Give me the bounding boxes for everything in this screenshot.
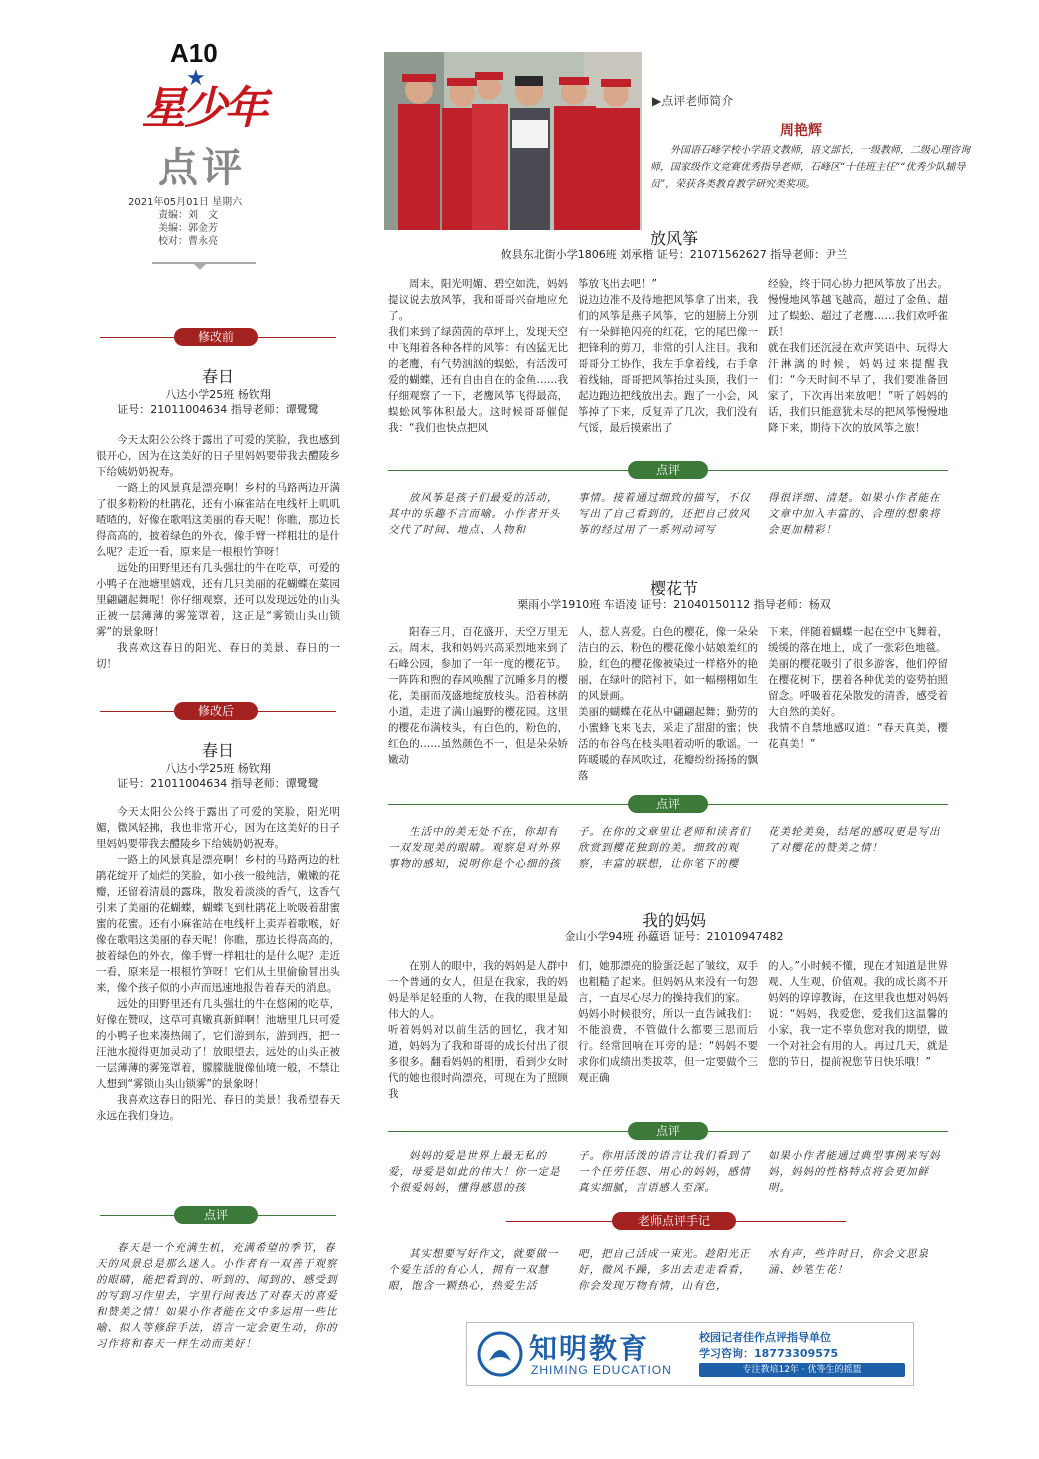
after-cert: 证号：21011004634 指导老师：谭鹭鹭 (117, 777, 319, 790)
mother-comment-2: 子。你用活泼的语言让我们看到了一个任劳任怨、用心的妈妈，感情真实细腻，言语感人至深。 (578, 1150, 751, 1194)
paragraph: 一路上的风景真是漂亮啊！乡村的马路两边的杜鹃花绽开了灿烂的笑脸，如小孩一般纯洁，嫩嫩的花瓣，还留着清晨的露珠，散发着淡淡的香气，这香气引来了美丽的花蝴蝶，蝴蝶飞到杜鹃花上吮吸着甜蜜蜜的花蜜。还有小麻雀站在电线杆上卖弄着歌喉，好像在歌唱这美丽的春天呢！你瞧，那边长得高高的，披着绿色的外衣，像手臂一样粗壮的是什么呢？走近一看，原来是一根根竹笋呀！它们从土里偷偷冒出头来，像个孩子似的小声而迅速地报告着春天的消息。 (96, 854, 340, 994)
kite-comment-label: 点评 (628, 461, 708, 479)
before-school: 八达小学25班 杨钦翔 (165, 388, 271, 401)
photo-illustration (384, 52, 642, 230)
kite-comment-3: 得很详细、清楚。如果小作者能在文章中加入丰富的、合理的想象将会更加精彩！ (768, 492, 941, 536)
brand-name: 知明教育 (529, 1332, 650, 1365)
masthead-logo: 星少年 (142, 84, 265, 133)
before-body (96, 432, 340, 672)
notes-col-2: 吧，把自己活成一束光。趁阳光正好，微风不躁，多出去走走看看，你会发现万物有情，山有色， (578, 1248, 751, 1292)
photo (384, 52, 642, 230)
notes-col-1: 其实想要写好作文，就要做一个爱生活的有心人，拥有一双慧眼，饱含一颗热心，热爱生活 (388, 1248, 559, 1292)
paragraph: 我喜欢这春日的阳光、春日的美景！我希望春天永远在我们身边。 (96, 1094, 340, 1122)
cherry-byline: 栗雨小学1910班 车语凌 证号：21040150112 指导老师：杨双 (517, 598, 831, 611)
cherry-col-3: 下来，伴随着蝴蝶一起在空中飞舞着，缓缓的落在地上，成了一张彩色地毯。 美丽的樱花吸引了很多游客，他们停留在樱花树下，摆着各种优美的姿势拍照留念。呼吸着花朵散发的清香，感受着大自然的美好。 我情不自禁地感叹道：“春天真美，樱花真美！” (768, 626, 948, 750)
notes-label: 老师点评手记 (612, 1212, 736, 1230)
left-comment-label: 点评 (174, 1206, 258, 1224)
proofreader: 校对：曹永亮 (158, 236, 218, 247)
paragraph: 一路上的风景真是漂亮啊！乡村的马路两边开满了很多粉粉的杜鹃花，还有小麻雀站在电线杆上叽叽喳喳的，好像在歌唱这美丽的春天呢！你瞧，那边长得高高的，披着绿色的外衣，像手臂一样粗壮的是什么呢？走近一看，原来是一根根竹笋呀！ (96, 482, 340, 558)
mother-title: 我的妈妈 (641, 911, 706, 930)
after-label: 修改后 (174, 702, 258, 720)
mother-comment-label: 点评 (628, 1122, 708, 1140)
kite-comment-2: 事情。接着通过细致的描写，不仅写出了自己看到的，还把自己放风筝的经过用了一系列动词写 (578, 492, 751, 536)
cherry-comment-3: 花美轮美奂，结尾的感叹更是写出了对樱花的赞美之情！ (768, 826, 941, 854)
kite-col-1: 周末，阳光明媚、碧空如洗，妈妈提议说去放风筝，我和哥哥兴奋地应允了。 我们来到了绿茵茵的草坪上，发现天空中飞翔着各种各样的风筝：有凶猛无比的老鹰，有气势汹汹的蜈蚣，有活泼可爱的蝴蝶，还有自由自在的金鱼……我仔细观察了一下，老鹰风筝飞得最高，蜈蚣风筝体积最大。这时候哥哥催促我：“我们也快点把风 (388, 278, 568, 434)
cherry-comment-1: 生活中的美无处不在，你却有一双发现美的眼睛。观察是对外界事物的感知，说明你是个心细的孩 (388, 826, 561, 870)
left-comment: 春天是一个充满生机，充满希望的季节，春天的风景总是那么迷人。小作者有一双善于观察的眼睛，能把看到的、听到的、闻到的、感受到的写到习作里去，字里行间表达了对春天的喜爱和赞美之情！如果小作者能在文中多运用一些比喻、拟人等修辞手法，语言一定会更生动，你的习作将和春天一样生动而美好！ (96, 1242, 338, 1350)
designer: 美编：郭金芳 (158, 223, 218, 234)
brand-logo-icon (477, 1331, 523, 1377)
paragraph: 今天太阳公公终于露出了可爱的笑脸，我也感到很开心，因为在这美好的日子里妈妈要带我去醴陵乡下给姨奶奶祝寿。 (96, 434, 340, 478)
teacher-bio: 外国语石峰学校小学语文教师，语文部长，一级教师，二级心理咨询师，国家级作文竞赛优秀指导老师，石峰区“十佳班主任”“优秀少队辅导员”，荣获各类教育教学研究类奖项。 (650, 145, 970, 190)
teacher-name: 周艳辉 (780, 123, 822, 139)
after-title: 春日 (201, 741, 234, 760)
kite-title: 放风筝 (649, 229, 698, 248)
notes-col-3: 水有声，些许时日，你会文思泉涌、妙笔生花！ (768, 1248, 929, 1276)
kite-col-3: 经验，终于同心协力把风筝放了出去。慢慢地风筝越飞越高，超过了金鱼、超过了蜈蚣、超过了老鹰……我们欢呼雀跃！ 就在我们还沉浸在欢声笑语中、玩得大汗淋漓的时候，妈妈过来提醒我们：“今天时间不早了，我们要准备回家了，下次再出来放吧！”听了妈妈的话，我们只能意犹未尽的把风筝慢慢地降下来，期待下次的放风筝之旅！ (768, 278, 948, 434)
teacher-intro-heading: ▶点评老师简介 (652, 94, 734, 108)
page-number: A10 (170, 38, 218, 68)
paragraph: 远处的田野里还有几头强壮的牛在悠闲的吃草，好像在赞叹，这草可真嫩真新鲜啊！池塘里几只可爱的小鸭子也来凑热闹了，它们游到东，游到西，把一汪池水搅得更加灵动了！放眼望去，远处的山头正被一层薄薄的雾笼罩着，朦朦胧胧像仙境一般，不禁让人想到“雾锁山头山锁雾”的景象呀！ (96, 998, 340, 1090)
section-name: 点评 (158, 145, 246, 191)
before-label: 修改前 (174, 328, 258, 346)
brand-english: ZHIMING EDUCATION (531, 1363, 672, 1377)
mother-comment-1: 妈妈的爱是世界上最无私的爱，母爱是如此的伟大！你一定是个很爱妈妈，懂得感恩的孩 (388, 1150, 561, 1194)
editor: 责编：刘 文 (158, 210, 218, 221)
ad-phone: 学习咨询：18773309575 (699, 1347, 839, 1360)
mother-comment-3: 如果小作者能通过典型事例来写妈妈，妈妈的性格特点将会更加鲜明。 (768, 1150, 941, 1194)
issue-date: 2021年05月01日 星期六 (128, 197, 243, 208)
masthead-pointer (192, 262, 208, 270)
ad-banner (466, 1322, 914, 1386)
star-icon: ★ (186, 66, 206, 91)
after-school: 八达小学25班 杨钦翔 (165, 762, 271, 775)
mother-col-3: 的人。”小时候不懂，现在才知道是世界观、人生观、价值观。我的成长离不开妈妈的谆谆教诲，在这里我也想对妈妈说：“妈妈，我爱您，爱我们这温馨的小家，我一定不辜负您对我的期望，做一个对社会有用的人。再过几天，就是您的节日，提前祝您节日快乐哦！” (768, 960, 948, 1068)
cherry-comment-label: 点评 (628, 795, 708, 813)
after-body (96, 804, 340, 1124)
cherry-comment-2: 子。在你的文章里让老师和读者们欣赏到樱花独到的美。细致的观察，丰富的联想，让你笔下的樱 (578, 826, 751, 870)
before-title: 春日 (201, 367, 234, 386)
mother-col-2: 们，她那漂亮的脸蛋泛起了皱纹，双手也粗糙了起来。但妈妈从来没有一句怨言，一直尽心尽力的操持我们的家。 妈妈小时候很穷，所以一直告诫我们：不能浪费，不管做什么都要三思而后行。经常回响在耳旁的是：“妈妈不要求你们成绩出类拔萃，但一定要做个三观正确 (578, 960, 758, 1084)
kite-byline: 攸县东北街小学1806班 刘承楷 证号：21071562627 指导老师：尹兰 (500, 248, 848, 261)
cherry-col-2: 人，惹人喜爱。白色的樱花，像一朵朵洁白的云，粉色的樱花像小姑娘羞红的脸，红色的樱花像被染过一样格外的艳丽，在绿叶的陪衬下，如一幅栩栩如生的风景画。 美丽的蝴蝶在花丛中翩翩起舞；勤劳的小蜜蜂飞来飞去，采走了甜甜的蜜；快活的布谷鸟在枝头唱着动听的歌谣。一阵暖暖的春风吹过，花瓣纷纷扬扬的飘落 (578, 626, 758, 782)
kite-col-2: 筝放飞出去吧！” 说边边准不及待地把风筝拿了出来，我们的风筝是燕子风筝，它的翅膀上分别有一朵鲜艳闪亮的红花，它的尾巴像一把锋利的剪刀，非常的引人注目。我和哥哥分工协作，我左手拿着线，右手拿着线轴，哥哥把风筝抬过头顶，我们一起边跑边把线放出去。跑了一小会，风筝掉了下来，反复弄了几次，我们没有气馁，最后摸索出了 (578, 278, 758, 434)
mother-byline: 金山小学94班 孙藴语 证号：21010947482 (564, 930, 784, 943)
paragraph: 远处的田野里还有几头强壮的牛在吃草，可爱的小鸭子在池塘里嬉戏，还有几只美丽的花蝴蝶在菜园里翩翩起舞呢！你仔细观察，还可以发现远处的山头正被一层薄薄的雾笼罩着，这正是“雾锁山头山锁雾”的景象呀！ (96, 562, 340, 638)
paragraph: 我喜欢这春日的阳光、春日的美景、春日的一切！ (96, 642, 340, 670)
mother-col-1: 在别人的眼中，我的妈妈是人群中一个普通的女人，但是在我家，我的妈妈是举足轻重的人物，在我的眼里是最伟大的人。 听着妈妈对以前生活的回忆，我才知道，妈妈为了我和哥哥的成长付出了很多很多。翻看妈妈的相册，看到少女时代的她也很时尚漂亮，可现在为了照顾我 (388, 960, 568, 1100)
cherry-col-1: 阳春三月，百花盛开，天空万里无云。周末，我和妈妈兴高采烈地来到了石峰公园，参加了一年一度的樱花节。 一阵阵和煦的春风唤醒了沉睡多月的樱花，美丽而茂盛地绽放枝头。沿着林荫小道，走进了满山遍野的樱花园。这里的樱花布满枝头，有白色的，粉色的，红色的……虽然颜色不一，但是朵朵娇嫩动 (388, 626, 568, 766)
before-cert: 证号：21011004634 指导老师：谭鹭鹭 (117, 403, 319, 416)
cherry-title: 樱花节 (649, 579, 698, 598)
paragraph: 今天太阳公公终于露出了可爱的笑脸，阳光明媚，微风轻拂，我也非常开心，因为在这美好的日子里妈妈要带我去醴陵乡下给姨奶奶祝寿。 (96, 806, 340, 850)
masthead-meta (128, 196, 278, 248)
kite-comment-1: 放风筝是孩子们最爱的活动，其中的乐趣不言而喻。小作者开头交代了时间、地点、人物和 (388, 492, 561, 536)
ad-slogan: 专注教培12年 · 优等生的摇篮 (699, 1363, 905, 1377)
ad-tagline: 校园记者佳作点评指导单位 (699, 1331, 831, 1344)
